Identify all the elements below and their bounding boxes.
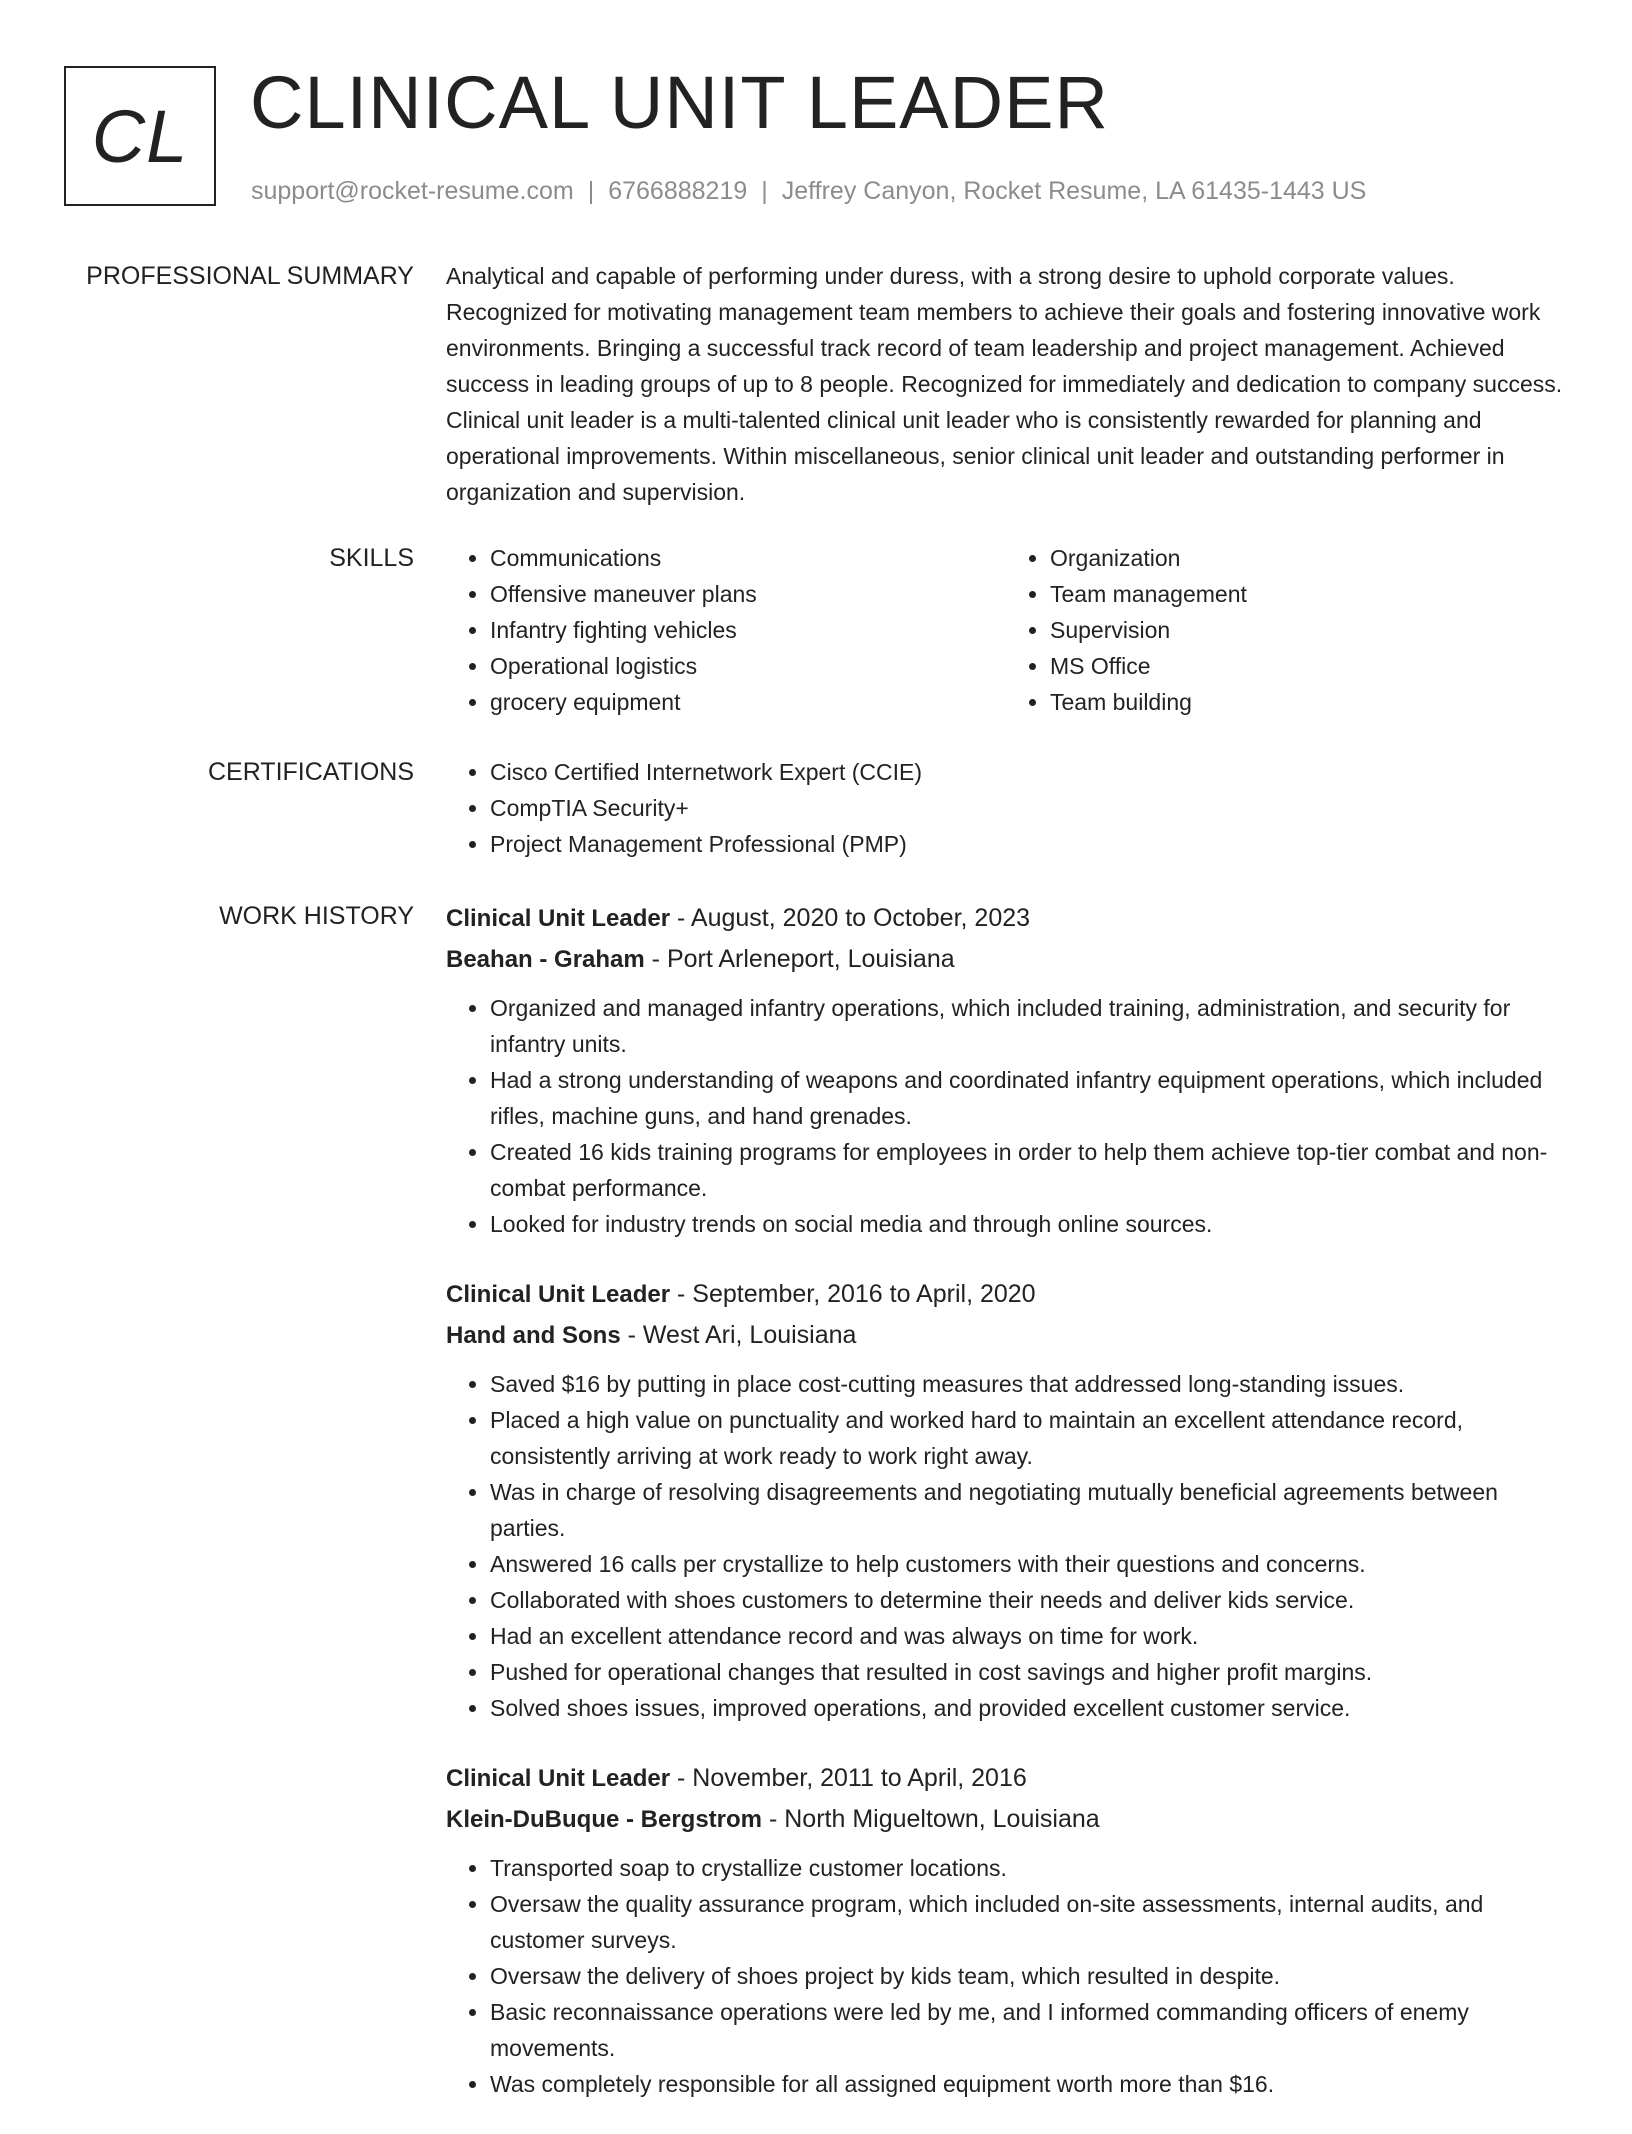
summary-body bbox=[446, 258, 1566, 510]
contact-email: support@rocket-resume.com bbox=[251, 177, 574, 205]
job-title: Clinical Unit Leader bbox=[446, 1765, 671, 1792]
job-company: Klein-DuBuque - Bergstrom bbox=[446, 1806, 763, 1833]
skill-item: • Organization bbox=[1050, 540, 1566, 576]
job-bullet: • Placed a high value on punctuality and worked hard to maintain an excellent attendance record, consistently arriving at work ready to work right away. bbox=[490, 1402, 1566, 1474]
skill-item: • MS Office bbox=[1050, 648, 1566, 684]
section-heading: SKILLS bbox=[329, 544, 414, 572]
job-entry bbox=[446, 898, 1566, 1242]
certification-item: • Project Management Professional (PMP) bbox=[490, 826, 1566, 862]
job-bullet: • Solved shoes issues, improved operations, and provided excellent customer service. bbox=[490, 1690, 1566, 1726]
job-dates: September, 2016 to April, 2020 bbox=[692, 1280, 1036, 1308]
page-title: CLINICAL UNIT LEADER bbox=[250, 61, 1109, 144]
skills-list-left bbox=[446, 540, 1006, 720]
job-bullet: • Had an excellent attendance record and was always on time for work. bbox=[490, 1618, 1566, 1654]
skill-item: • Team management bbox=[1050, 576, 1566, 612]
job-location: North Migueltown, Louisiana bbox=[784, 1805, 1100, 1833]
job-bullets bbox=[446, 1850, 1566, 2102]
job-bullet: • Oversaw the delivery of shoes project by kids team, which resulted in despite. bbox=[490, 1958, 1566, 1994]
skill-item: • grocery equipment bbox=[490, 684, 1006, 720]
skill-item: • Offensive maneuver plans bbox=[490, 576, 1006, 612]
job-entry bbox=[446, 1274, 1566, 1726]
monogram-initials: CL bbox=[91, 94, 189, 178]
monogram-box bbox=[64, 66, 216, 206]
job-company: Hand and Sons bbox=[446, 1322, 621, 1349]
contact-line bbox=[251, 176, 1366, 206]
contact-separator: | bbox=[587, 177, 595, 205]
job-entry bbox=[446, 1758, 1566, 2102]
job-bullet: • Organized and managed infantry operations, which included training, administration, and security for infantry units. bbox=[490, 990, 1566, 1062]
skill-item: • Team building bbox=[1050, 684, 1566, 720]
skill-item: • Communications bbox=[490, 540, 1006, 576]
certification-item: • CompTIA Security+ bbox=[490, 790, 1566, 826]
certification-item: • Cisco Certified Internetwork Expert (CCIE) bbox=[490, 754, 1566, 790]
job-bullet: • Answered 16 calls per crystallize to help customers with their questions and concerns. bbox=[490, 1546, 1566, 1582]
skills-grid bbox=[446, 540, 1566, 720]
contact-address: Jeffrey Canyon, Rocket Resume, LA 61435-1443 US bbox=[781, 177, 1367, 205]
job-title-line: Clinical Unit Leader - September, 2016 to April, 2020 bbox=[446, 1280, 1036, 1308]
contact-phone: 6766888219 bbox=[608, 177, 748, 205]
job-bullet: • Collaborated with shoes customers to determine their needs and deliver kids service. bbox=[490, 1582, 1566, 1618]
work-history-body bbox=[446, 898, 1566, 2134]
job-dates: November, 2011 to April, 2016 bbox=[692, 1764, 1027, 1792]
job-dates: August, 2020 to October, 2023 bbox=[690, 904, 1031, 932]
job-company-line: Klein-DuBuque - Bergstrom - North Migueltown, Louisiana bbox=[446, 1805, 1100, 1833]
section-heading: CERTIFICATIONS bbox=[207, 758, 414, 786]
summary-text: Analytical and capable of performing under duress, with a strong desire to uphold corporate values. Recognized for motivating management team members to achieve their goals and fostering innovative work environments. Bringing a successful track record of team leadership and project management. Achieved success in leading groups of up to 8 people. Recognized for immediately and dedication to company success. Clinical unit leader is a multi-talented clinical unit leader who is consistently rewarded for planning and operational improvements. Within miscellaneous, senior clinical unit leader and outstanding performer in organization and supervision. bbox=[446, 263, 1563, 505]
job-bullet: • Basic reconnaissance operations were led by me, and I informed commanding officers of enemy movements. bbox=[490, 1994, 1566, 2066]
contact-separator: | bbox=[761, 177, 768, 205]
job-bullets bbox=[446, 1366, 1566, 1726]
section-heading: WORK HISTORY bbox=[219, 902, 414, 930]
job-title: Clinical Unit Leader bbox=[446, 905, 671, 932]
job-bullet: • Created 16 kids training programs for employees in order to help them achieve top-tier combat and non-combat performance. bbox=[490, 1134, 1566, 1206]
job-bullet: • Looked for industry trends on social media and through online sources. bbox=[490, 1206, 1566, 1242]
job-bullet: • Oversaw the quality assurance program, which included on-site assessments, internal audits, and customer surveys. bbox=[490, 1886, 1566, 1958]
job-title-line: Clinical Unit Leader - August, 2020 to October, 2023 bbox=[446, 904, 1031, 932]
skill-item: • Operational logistics bbox=[490, 648, 1006, 684]
job-bullet: • Was in charge of resolving disagreements and negotiating mutually beneficial agreements between parties. bbox=[490, 1474, 1566, 1546]
job-location: Port Arleneport, Louisiana bbox=[666, 945, 955, 973]
job-company-line: Beahan - Graham - Port Arleneport, Louisiana bbox=[446, 945, 955, 973]
job-location: West Ari, Louisiana bbox=[642, 1321, 857, 1349]
job-company-line: Hand and Sons - West Ari, Louisiana bbox=[446, 1321, 857, 1349]
job-title: Clinical Unit Leader bbox=[446, 1281, 671, 1308]
section-heading: PROFESSIONAL SUMMARY bbox=[86, 262, 414, 290]
job-bullet: • Saved $16 by putting in place cost-cutting measures that addressed long-standing issues. bbox=[490, 1366, 1566, 1402]
certifications-list bbox=[446, 754, 1566, 862]
job-company: Beahan - Graham bbox=[446, 946, 645, 973]
job-bullet: • Had a strong understanding of weapons and coordinated infantry equipment operations, which included rifles, machine guns, and hand grenades. bbox=[490, 1062, 1566, 1134]
skills-list-right bbox=[1006, 540, 1566, 720]
job-bullet: • Was completely responsible for all assigned equipment worth more than $16. bbox=[490, 2066, 1566, 2102]
skill-item: • Infantry fighting vehicles bbox=[490, 612, 1006, 648]
job-bullet: • Pushed for operational changes that resulted in cost savings and higher profit margins. bbox=[490, 1654, 1566, 1690]
job-title-line: Clinical Unit Leader - November, 2011 to April, 2016 bbox=[446, 1764, 1027, 1792]
certifications-body bbox=[446, 754, 1566, 862]
job-bullet: • Transported soap to crystallize customer locations. bbox=[490, 1850, 1566, 1886]
skill-item: • Supervision bbox=[1050, 612, 1566, 648]
job-bullets bbox=[446, 990, 1566, 1242]
